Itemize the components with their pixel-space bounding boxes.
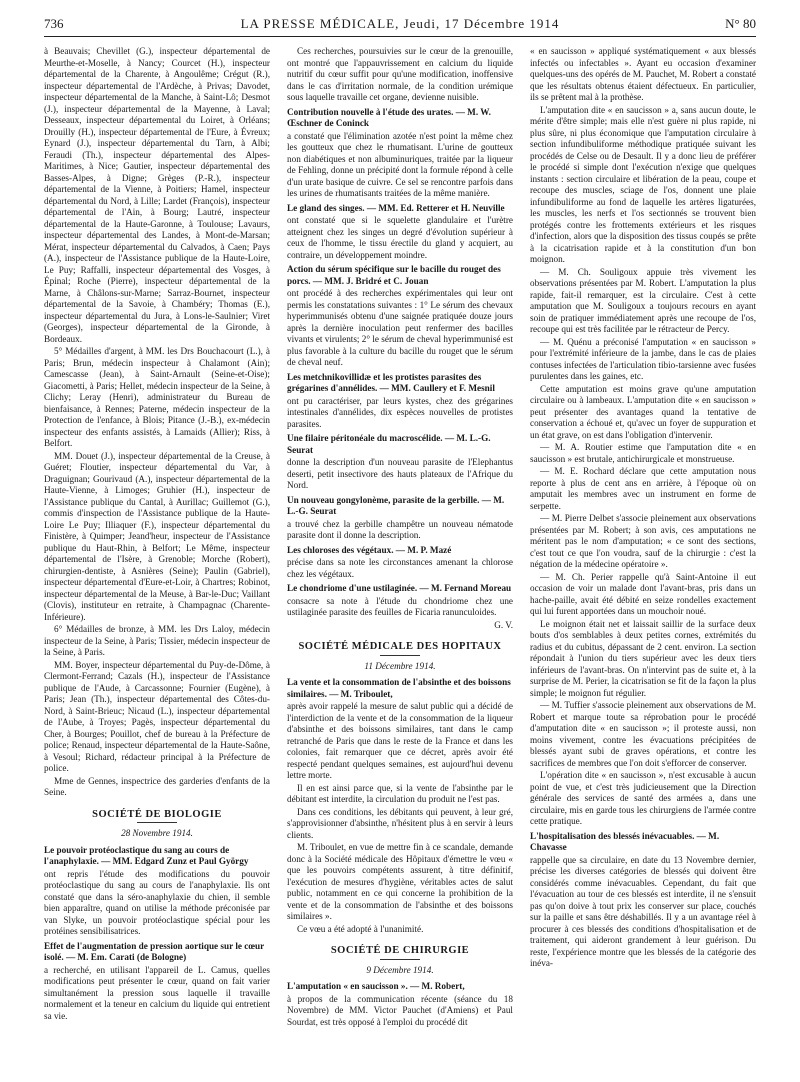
- paragraph: après avoir rappelé la mesure de salut public qui a décidé de l'interdiction de la vente et de la consommation de la liqueur d'absinthe et des boissons similaires, tant dans le camp retranché de Paris que dans le reste de la France et dans les colonies, fait remarquer que ce décret, après avoir été respecté pendant quelques semaines, est aujourd'hui devenu lettre morte.: [287, 701, 513, 780]
- section-heading: Une filaire péritonéale du macroscélide. — M. L.-G. Seurat: [287, 433, 491, 455]
- page-number: 736: [44, 16, 64, 31]
- paragraph: L'opération dite « en saucisson », n'est excusable à aucun point de vue, et c'est très judicieusement que la Direction générale des services de santé des armées a, dans une circulaire, mis en garde tous les chirurgiens de l'armée contre cette pratique.: [530, 770, 756, 826]
- paragraph: L'amputation dite « en saucisson » a, sans aucun doute, le mérite d'être simple; mais elle n'est guère ni plus rapide, ni plus sûre, ni plus économique que l'amputation circulaire à section infundibuliforme méthodique pratiquée suivant les procédés de Celse ou de Desault. Il y a donc lieu de préférer le procédé si simple dont l'exécution n'exige que quelques instants : section circulaire et libération de la peau, coupe et recoupe des muscles, sciage de l'os, donnent une plaie infundibuliforme au fond de laquelle les artères ligaturées, les muscles, les nerfs et l'os sectionnés se trouvent bien protégés contre les frottements extérieurs et les risques d'infection, alors que la disposition des tissus coupés se prête à la cicatrisation rapide et à la constitution d'un bon moignon.: [530, 104, 756, 264]
- paragraph: à propos de la communication récente (séance du 18 Novembre) de MM. Victor Pauchet (d'Amiens) et Paul Sourdat, est très opposé à l'emploi du procédé dit: [287, 993, 513, 1027]
- paragraph: MM. Douet (J.), inspecteur départemental de la Creuse, à Guéret; Floutier, inspecteur départemental du Var, à Draguignan; Gourivaud (A.), inspecteur départemental de la Haute-Vienne, à Limoges; Gruhier (H.), inspecteur de l'Assistance publique du Cantal, à Aurillac; Guillemot (G.), commis d'inspection de l'Assistance publique de la Haute-Loire Le Puy; Illiaquer (F.), inspecteur départemental du Finistère, à Quimper; Jeand'heur, inspecteur de l'Assistance publique du Haut-Rhin, à Belfort; Le Même, inspecteur départemental de l'Isère, à Grenoble; Morche (Robert), chirurgien-dentiste, à Asnières (Seine); Paulin (Gabriel), inspecteur départemental d'Eure-et-Loir, à Chartres; Robinot, inspecteur départemental de la Meuse, à Bar-le-Duc; Vaillant (Clovis), instituteur en retraite, à Champagnac (Charente-Inférieure).: [44, 450, 270, 622]
- paragraph: 5° Médailles d'argent, à MM. les Drs Bouchacourt (L.), à Paris; Brun, médecin inspecteur à Chalamont (Ain); Camescasse (Jean), à Saint-Arnault (Seine-et-Oise); Giacometti, à Paris; Hellet, médecin inspecteur de la Seine, à Clichy; Leray (Henri), administrateur du Bureau de bienfaisance, à Rennes; Paterne, médecin inspecteur de la Protection de l'enfance, à Blois; Pitance (J.-B.), ex-médecin inspecteur des enfants assistés, à Lamaids (Allier); Riss, à Belfort.: [44, 346, 270, 448]
- paragraph: rappelle que sa circulaire, en date du 13 Novembre dernier, précise les diverses catégories de blessés qui doivent être considérés comme inévacuables. Cependant, du fait que l'évacuation au tour de ces blessés est interdite, il ne s'ensuit pas qu'on doive à tout prix les conserver sur place, couchés sur la paille et sans être déshabillés. Il y a un avantage réel à procurer à ces blessés des conditions d'hospitalisation et de traitement, qui aideront grandement à leur guérison. Du reste, l'expérience montre que les blessés de la catégorie des inéva-: [530, 854, 756, 968]
- paragraph: — M. E. Rochard déclare que cette amputation nous reporte à plus de cent ans en arrière, à l'époque où on amputait les membres avec un instrument en forme de serpette.: [530, 466, 756, 511]
- section-divider: [380, 959, 420, 960]
- column-3: [530, 46, 756, 1076]
- session-date: 11 Décembre 1914.: [364, 660, 436, 671]
- paragraph: Dans ces conditions, les débitants qui peuvent, à leur gré, s'approvisionner d'absinthe, n'hésitent plus à en servir à leurs clients.: [287, 806, 513, 840]
- column-2: [287, 46, 513, 1076]
- paragraph: — M. Tuffier s'associe pleinement aux observations de M. Robert et marque toute sa réprobation pour le procédé d'amputation dite « en saucisson »; il proteste aussi, non moins vivement, contre les évacuations précipitées de blessés ayant subi de graves opérations, et contre les sacrifices de membres que l'on doit s'efforcer de conserver.: [530, 700, 756, 768]
- section-heading: Le pouvoir protéoclastique du sang au cours de l'anaphylaxie. — MM. Edgard Zunz et Paul György: [44, 844, 249, 866]
- section-heading: Action du sérum spécifique sur le bacille du rouget des porcs. — MM. J. Bridré et C. Jouan: [287, 264, 501, 286]
- paragraph: à Beauvais; Chevillet (G.), inspecteur départemental de Meurthe-et-Moselle, à Nancy; Courcet (H.), inspecteur départemental de la Charente, à Angoulême; Crégut (R.), inspecteur départemental de l'Ardèche, à Privas; Davodet, inspecteur départemental de la Manche, à Saint-Lô; Desmot (J.), inspecteur départemental de la Mayenne, à Laval; Desseaux, inspecteur départemental du Loiret, à Orléans; Drouilly (H.), inspecteur départemental de l'Eure, à Évreux; Eynard (J.), inspecteur départemental du Tarn, à Albi; Feraudi (Th.), inspecteur départemental des Alpes-Maritimes, à Nice; Gautier, inspecteur départemental des Basses-Alpes, à Digne; Grèges (P.-R.), inspecteur départemental de la Vienne, à Poitiers; Hamel, inspecteur départemental du Nord, à Lille; Lardet (François), inspecteur départemental de l'Ain, à Bourg; Lautré, inspecteur départemental de la Haute-Garonne, à Toulouse; Lavaurs, inspecteur départemental des Landes, à Mont-de-Marsan; Mérat, inspecteur départemental du Calvados, à Caen; Pays (A.), inspecteur de l'Assistance publique de la Haute-Loire, Le Puy; Raffalli, inspecteur départemental des Vosges, à Épinal; Roche (Pierre), inspecteur départemental de la Marne, à Châlons-sur-Marne; Sarraz-Bournet, inspecteur départemental de la Savoie, à Chambéry; Thomas (E.), inspecteur départemental du Jura, à Lons-le-Saulnier; Viret (Georges), inspecteur départemental de la Gironde, à Bordeaux.: [44, 46, 270, 344]
- paragraph: donne la description d'un nouveau parasite de l'Elephantus deserti, petit insectivore des hauts plateaux de l'Afrique du Nord.: [287, 457, 513, 490]
- paragraph: a constaté que l'élimination azotée n'est point la même chez les goutteux que chez le rhumatisant. L'urine de goutteux non diabétiques et non albuminuriques, traitée par la liqueur de Fehling, donne un précipité dont la formule répond à celle d'un urate basique de cuivre. Ce sel se rencontre parfois dans les urines de rhumatisants traitées de la même manière.: [287, 130, 513, 198]
- journal-title: LA PRESSE MÉDICALE, Jeudi, 17 Décembre 1914: [240, 16, 560, 31]
- paragraph: ont constaté que si le squelette glandulaire et l'urètre atteignent chez les singes un degré d'évolution supérieur à ceux de l'homme, le tissu érectile du gland y acquiert, au contraire, un développement moindre.: [287, 215, 513, 260]
- section-heading: Les chloroses des végétaux. — M. P. Mazé: [287, 544, 452, 555]
- paragraph: — M. Ch. Souligoux appuie très vivement les observations présentées par M. Robert. L'amputation la plus rapide, fait-il remarquer, est la circulaire. C'est à cette amputation que M. Souligoux a toujours recours en ayant soin de pratiquer immédiatement après une recoupe de l'os, recoupe qui est très facilitée par le rétracteur de Percy.: [530, 266, 756, 334]
- paragraph: M. Triboulet, en vue de mettre fin à ce scandale, demande donc à la Société médicale des Hôpitaux d'émettre le vœu « que les pouvoirs compétents assurent, à titre définitif, l'exécution de mesures d'hygiène, véritables actes de salut public, notamment en ce qui concerne la prohibition de la vente et de la consommation de l'absinthe et des boissons similaires ».: [287, 842, 513, 921]
- section-heading: Effet de l'augmentation de pression aortique sur le cœur isolé. — M. Em. Carati (de Bologne): [44, 940, 264, 962]
- paragraph: — M. Pierre Delbet s'associe pleinement aux observations présentées par M. Robert; à son avis, ces amputations ne méritent pas le nom d'amputation; « ce sont des sections, c'est tout ce que l'on voudra, sauf de la chirurgie : c'est la négation de la médecine opératoire ».: [530, 513, 756, 569]
- society-heading: SOCIÉTÉ DE CHIRURGIE: [330, 945, 470, 956]
- section-divider: [380, 655, 420, 656]
- issue-number: N° 80: [725, 16, 756, 31]
- paragraph: — M. Quénu a préconisé l'amputation « en saucisson » pour l'extrémité inférieure de la jambe, dans le cas de plaies contuses infectées de l'articulation tibio-tarsienne avec fusées purulentes dans les gaines, etc.: [530, 336, 756, 381]
- page-header: [44, 14, 756, 37]
- session-date: 9 Décembre 1914.: [366, 964, 434, 975]
- section-heading: Le chondriome d'une ustilaginée. — M. Fernand Moreau: [287, 583, 512, 593]
- signature: G. V.: [494, 619, 513, 630]
- society-heading: SOCIÉTÉ MÉDICALE DES HOPITAUX: [298, 641, 502, 652]
- paragraph: MM. Boyer, inspecteur départemental du Puy-de-Dôme, à Clermont-Ferrand; Cazals (H.), inspecteur de l'Assistance publique de l'Aude, à Carcassonne; Fournier (Eugène), à Paris; Jean (Th.), inspecteur départemental des Côtes-du-Nord, à Saint-Brieuc; Nicaud (L.), inspecteur départemental de l'Aube, à Troyes; Pagès, inspecteur départemental du Cher, à Bourges; Pouillot, chef de bureau à la Préfecture de police; Renaud, inspecteur départemental de la Haute-Saône, à Vesoul; Richard, rédacteur principal à la Préfecture de police.: [44, 659, 270, 773]
- section-heading: Les metchnikovillidæ et les protistes parasites des grégarines d'annélides. — MM. Caullery et F. Mesnil: [287, 371, 495, 393]
- section-heading: La vente et la consommation de l'absinthe et des boissons similaires. — M. Triboulet,: [287, 677, 511, 699]
- paragraph: 6° Médailles de bronze, à MM. les Drs Laloy, médecin inspecteur de la Seine, à Paris; Tissier, médecin inspecteur de la Seine, à Paris.: [44, 624, 270, 657]
- paragraph: Ces recherches, poursuivies sur le cœur de la grenouille, ont montré que l'appauvrissement en calcium du liquide nutritif du cœur suffit pour qu'une modification, inoffensive dans le cas d'irritation normale, de la condition urémique sous laquelle travaille cet organe, devienne nuisible.: [287, 46, 513, 102]
- section-heading: Contribution nouvelle à l'étude des urates. — M. W. Œschner de Coninck: [287, 106, 491, 128]
- session-date: 28 Novembre 1914.: [121, 828, 193, 838]
- paragraph: a trouvé chez la gerbille champêtre un nouveau nématode parasite dont il donne la description.: [287, 518, 513, 540]
- paragraph: Cette amputation est moins grave qu'une amputation circulaire ou à lambeaux. L'amputation dite « en saucisson » peut présenter des avantages quand la tentative de conservation a échoué et, qu'avec un foyer de suppuration et un état grave, on est dans l'obligation d'intervenir.: [530, 383, 756, 440]
- paragraph: « en saucisson » appliqué systématiquement « aux blessés infectés ou infectables ». Ayant eu occasion d'examiner quelques-uns des opérés de M. Pauchet, M. Robert a constaté que les résultats obtenus étaient défectueux. En particulier, ils se prêtent mal à la prothèse.: [530, 46, 756, 102]
- section-heading: L'hospitalisation des blessés inévacuables. — M. Chavasse: [530, 830, 720, 852]
- paragraph: Le moignon était net et laissait saillir de la surface deux bouts d'os semblables à deux petites cornes, extrémités du radius et du cubitus, dépassant de 2 cent. environ. La section répondait à l'union du tiers supérieur avec les deux tiers inférieurs de l'avant-bras. On n'intervint pas de suite et, à la surprise de M. Perier, la cicatrisation se fit de la façon la plus simple; le moignon fut régulier.: [530, 618, 756, 698]
- paragraph: — M. A. Routier estime que l'amputation dite « en saucisson » est brutale, antichirurgicale et monstrueuse.: [530, 442, 756, 464]
- paragraph: a recherché, en utilisant l'appareil de L. Camus, quelles modifications peut présenter le cœur, quand on fait varier simultanément la pression sous laquelle il travaille normalement et la teneur en calcium du liquide qui entretient sa vie.: [44, 964, 270, 1021]
- paragraph: ont repris l'étude des modifications du pouvoir protéoclastique du sang au cours de l'anaphylaxie. Ils ont constaté que dans la séro-anaphylaxie du chien, il semble bien apparaître, quand on utilise la méthode préconisée par van Slyke, un pouvoir protéoclastique spécial pour les protéines sensibilisatrices.: [44, 868, 270, 936]
- section-heading: L'amputation « en saucisson ». — M. Robert,: [287, 981, 465, 991]
- paragraph: Ce vœu a été adopté à l'unanimité.: [297, 923, 424, 934]
- paragraph: ont pu caractériser, par leurs kystes, chez des grégarines intestinales d'annélides, dix espèces nouvelles de protistes parasites.: [287, 395, 513, 429]
- section-heading: Le gland des singes. — MM. Ed. Retterer et H. Neuville: [287, 202, 505, 213]
- paragraph: Mme de Gennes, inspectrice des garderies d'enfants de la Seine.: [44, 775, 270, 797]
- paragraph: précise dans sa note les circonstances amenant la chlorose chez les végétaux.: [287, 557, 513, 579]
- paragraph: Il en est ainsi parce que, si la vente de l'absinthe par le débitant est interdite, la circulation du produit ne l'est pas.: [287, 782, 513, 804]
- section-heading: Un nouveau gongylonème, parasite de la gerbille. — M. L.-G. Seurat: [287, 494, 505, 516]
- paragraph: ont procédé à des recherches expérimentales qui leur ont permis les constatations suivantes : 1° Le sérum des chevaux hyperimmunisés obtenu d'une saignée pratiquée douze jours après la dernière inoculation peut renfermer des bacilles vivants et virulents; 2° le sérum de cheval hyperimmunisé est plus favorable à la culture du bacille du rouget que le sérum de cheval neuf.: [287, 288, 513, 367]
- paragraph: — M. Ch. Perier rappelle qu'à Saint-Antoine il eut occasion de voir un malade dont l'avant-bras, pris dans un hache-paille, avait été débité en seize rondelles exactement qui lui furent apportées dans un mouchoir noué.: [530, 571, 756, 616]
- society-heading: SOCIÉTÉ DE BIOLOGIE: [92, 808, 222, 820]
- column-1: [44, 46, 270, 1076]
- paragraph: consacre sa note à l'étude du chondriome chez une ustilaginée parasite des feuilles de Ficaria ranunculoides.: [287, 595, 513, 617]
- section-divider: [137, 822, 177, 823]
